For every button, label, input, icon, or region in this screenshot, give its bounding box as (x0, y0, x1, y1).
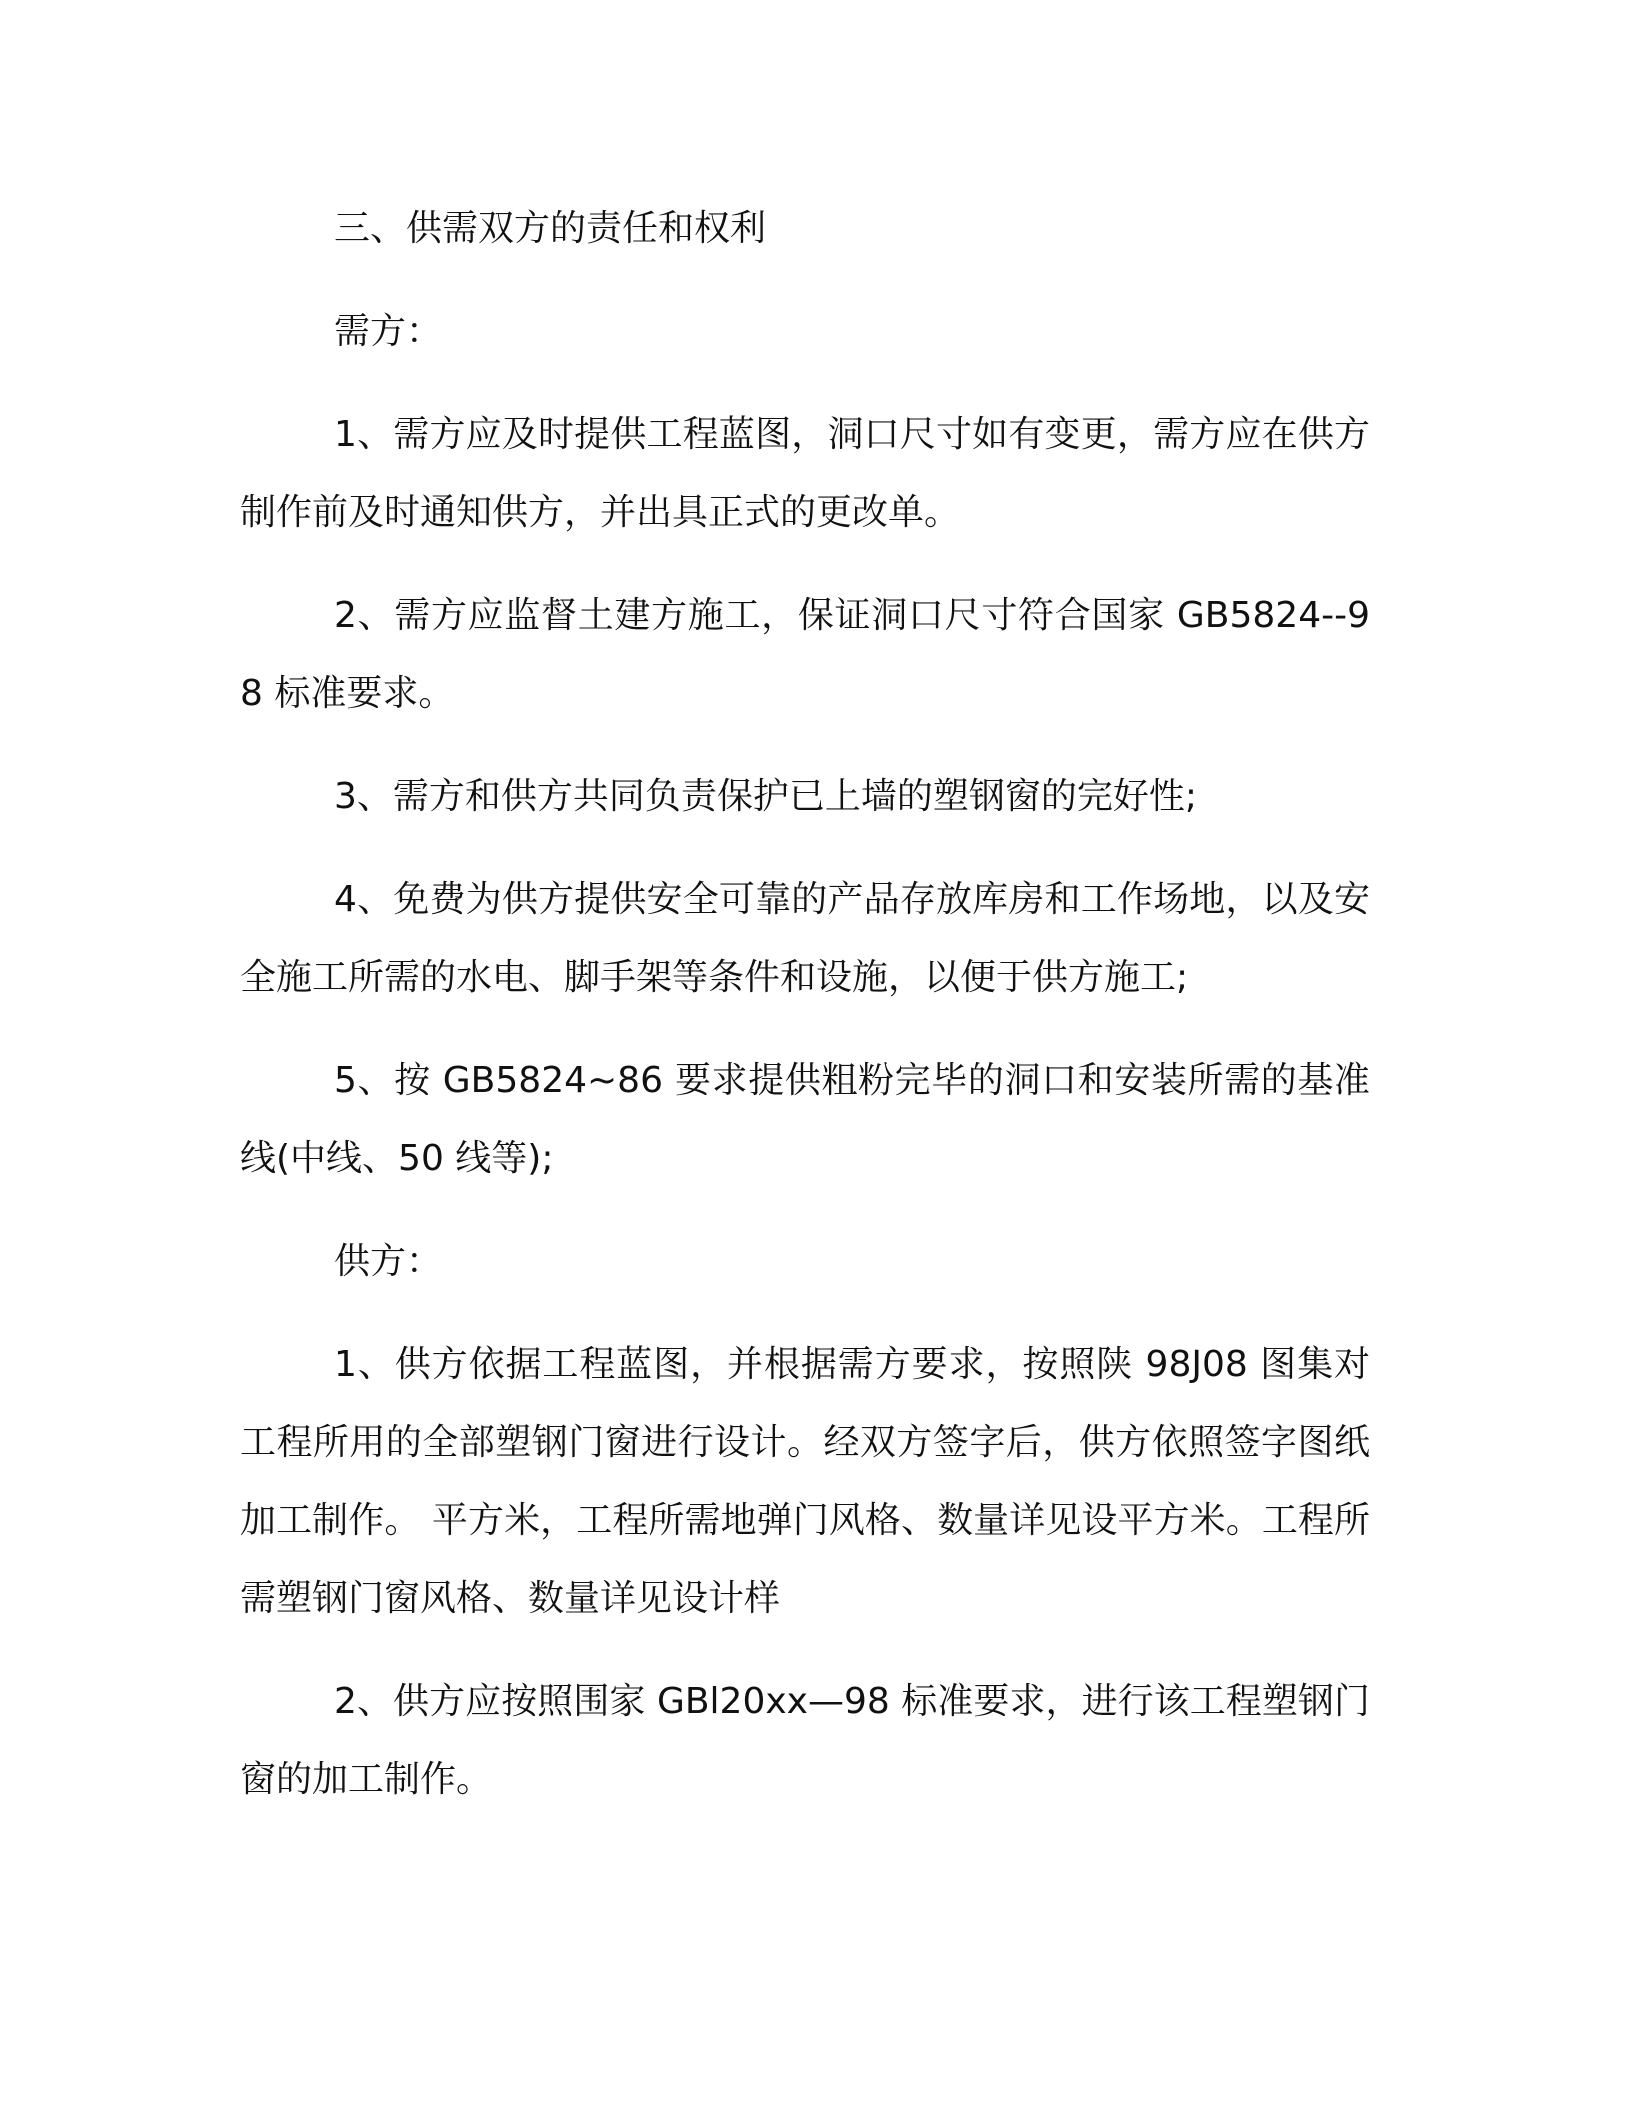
supplier-item-2: 2、供方应按照围家 GBl20xx—98 标准要求，进行该工程塑钢门窗的加工制作。 (240, 1681, 1370, 1800)
supplier-item-1: 1、供方依据工程蓝图，并根据需方要求，按照陕 98J08 图集对工程所用的全部塑钢门窗进行设计。经双方签字后，供方依照签字图纸加工制作。 平方米，工程所需地弹门风格、数量详见设平方米。工程所需塑钢门窗风格、数量详见设计样 (240, 1344, 1370, 1619)
demander-item-4: 4、免费为供方提供安全可靠的产品存放库房和工作场地，以及安全施工所需的水电、脚手架等条件和设施，以便于供方施工; (240, 879, 1370, 998)
demander-item-1: 1、需方应及时提供工程蓝图，洞口尺寸如有变更，需方应在供方制作前及时通知供方，并出具正式的更改单。 (240, 414, 1370, 533)
demander-item-2: 2、需方应监督土建方施工，保证洞口尺寸符合国家 GB5824--98 标准要求。 (240, 595, 1370, 714)
supplier-label: 供方： (334, 1241, 443, 1282)
section-title: 三、供需双方的责任和权利 (334, 208, 767, 249)
document-page (240, 190, 1370, 1844)
demander-item-5: 5、按 GB5824~86 要求提供粗粉完毕的洞口和安装所需的基准线(中线、50 线等); (240, 1060, 1370, 1179)
demander-label: 需方： (334, 311, 443, 352)
demander-item-3: 3、需方和供方共同负责保护已上墙的塑钢窗的完好性; (334, 776, 1198, 817)
